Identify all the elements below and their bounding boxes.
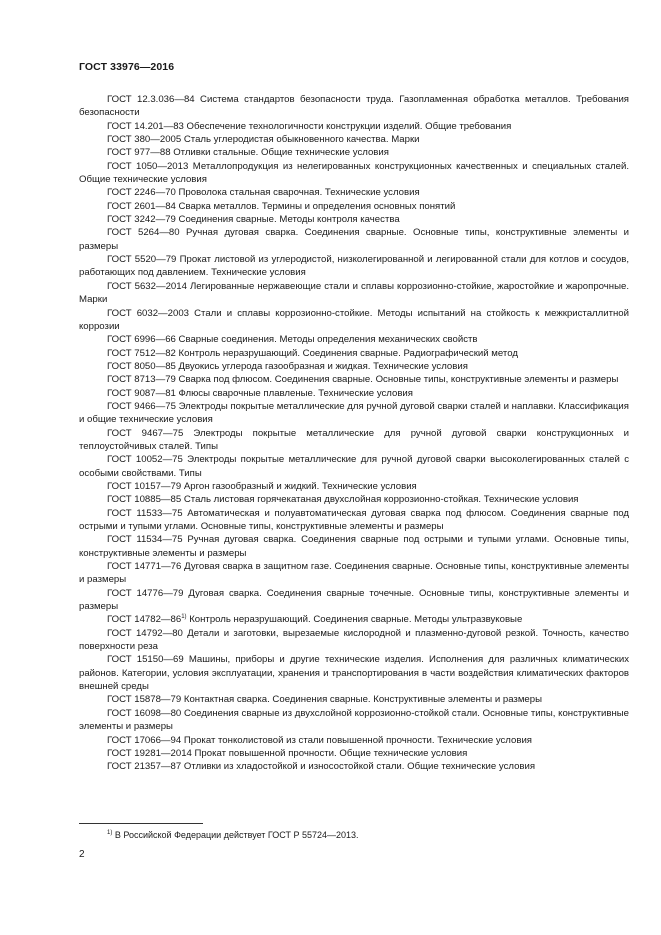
normative-references-list — [79, 93, 629, 774]
footnote — [107, 829, 359, 841]
reference-item: ГОСТ 15878—79 Контактная сварка. Соединения сварные. Конструктивные элементы и размеры — [107, 694, 542, 706]
document-header: ГОСТ 33976—2016 — [79, 61, 175, 73]
reference-item: ГОСТ 10052—75 Электроды покрытые металлические для ручной дуговой сварки высоколегированных сталей с особыми свойствами. Типы — [79, 454, 629, 479]
reference-item: ГОСТ 8050—85 Двуокись углерода газообразная и жидкая. Технические условия — [107, 360, 468, 372]
reference-item: ГОСТ 10157—79 Аргон газообразный и жидкий. Технические условия — [107, 480, 417, 492]
footnote-divider — [79, 823, 203, 824]
reference-title: Контроль неразрушающий. Соединения сварные. Методы ультразвуковые — [186, 614, 523, 626]
reference-item: ГОСТ 3242—79 Соединения сварные. Методы контроля качества — [107, 214, 400, 226]
reference-item: ГОСТ 5264—80 Ручная дуговая сварка. Соединения сварные. Основные типы, конструктивные элементы и размеры — [79, 227, 629, 252]
reference-item: ГОСТ 11534—75 Ручная дуговая сварка. Соединения сварные под острыми и тупыми углами. Основные типы, конструктивные элементы и размеры — [79, 534, 629, 559]
reference-item: ГОСТ 12.3.036—84 Система стандартов безопасности труда. Газопламенная обработка металлов. Требования безопасности — [79, 94, 629, 119]
reference-item: ГОСТ 5632—2014 Легированные нержавеющие стали и сплавы коррозионно-стойкие, жаростойкие и жаропрочные. Марки — [79, 280, 629, 306]
reference-item: ГОСТ 380—2005 Сталь углеродистая обыкновенного качества. Марки — [107, 134, 420, 146]
reference-item: ГОСТ 15150—69 Машины, приборы и другие технические изделия. Исполнения для различных климатических районов. Категории, условия эксплуатации, хранения и транспортирования в части воздействия климатических факторов внешней среды — [79, 654, 629, 693]
reference-item: ГОСТ 10885—85 Сталь листовая горячекатаная двухслойная коррозионно-стойкая. Технические условия — [107, 494, 579, 506]
reference-item: ГОСТ 17066—94 Прокат тонколистовой из стали повышенной прочности. Технические условия — [107, 734, 533, 746]
reference-item: ГОСТ 9467—75 Электроды покрытые металлические для ручной дуговой сварки конструкционных и теплоустойчивых сталей. Типы — [79, 427, 629, 452]
reference-item: ГОСТ 14776—79 Дуговая сварка. Соединения сварные точечные. Основные типы, конструктивные элементы и размеры — [79, 587, 629, 613]
reference-item: ГОСТ 6032—2003 Стали и сплавы коррозионно-стойкие. Методы испытаний на стойкость к межкристаллитной коррозии — [79, 307, 629, 332]
reference-item: ГОСТ 19281—2014 Прокат повышенной прочности. Общие технические условия — [107, 747, 468, 759]
reference-code: ГОСТ 14782—86 — [107, 614, 182, 626]
reference-item: ГОСТ 2246—70 Проволока стальная сварочная. Технические условия — [107, 187, 420, 199]
reference-item: ГОСТ 2601—84 Сварка металлов. Термины и определения основных понятий — [107, 200, 456, 212]
reference-item: ГОСТ 11533—75 Автоматическая и полуавтоматическая дуговая сварка под флюсом. Соединения сварные под острыми и тупыми углами. Основные типы, конструктивные элементы и размеры — [79, 507, 629, 532]
reference-item: ГОСТ 9087—81 Флюсы сварочные плавленые. Технические условия — [107, 387, 413, 399]
reference-item: ГОСТ 14771—76 Дуговая сварка в защитном газе. Соединения сварные. Основные типы, конструктивные элементы и размеры — [79, 561, 629, 586]
reference-item: ГОСТ 16098—80 Соединения сварные из двухслойной коррозионно-стойкой стали. Основные типы, конструктивные элементы и размеры — [79, 707, 629, 733]
reference-item: ГОСТ 7512—82 Контроль неразрушающий. Соединения сварные. Радиографический метод — [107, 347, 518, 359]
reference-item: ГОСТ 977—88 Отливки стальные. Общие технические условия — [107, 147, 389, 159]
reference-item: ГОСТ 8713—79 Сварка под флюсом. Соединения сварные. Основные типы, конструктивные элементы и размеры — [107, 374, 619, 386]
footnote-mark: 1) — [107, 830, 113, 836]
reference-item: ГОСТ 6996—66 Сварные соединения. Методы определения механических свойств — [107, 334, 478, 346]
reference-item: ГОСТ 14792—80 Детали и заготовки, вырезаемые кислородной и плазменно-дуговой резкой. Точность, качество поверхности реза — [79, 627, 629, 653]
reference-item: ГОСТ 1050—2013 Металлопродукция из нелегированных конструкционных качественных и специальных сталей. Общие технические условия — [79, 160, 629, 186]
reference-item: ГОСТ 9466—75 Электроды покрытые металлические для ручной дуговой сварки сталей и наплавки. Классификация и общие технические условия — [79, 400, 629, 426]
footnote-text: В Российской Федерации действует ГОСТ Р 55724—2013. — [112, 830, 359, 840]
reference-item: ГОСТ 14.201—83 Обеспечение технологичности конструкции изделий. Общие требования — [107, 120, 512, 132]
page-number: 2 — [79, 849, 85, 860]
reference-item-with-footnote — [79, 613, 629, 626]
reference-item: ГОСТ 5520—79 Прокат листовой из углеродистой, низколегированной и легированной стали для котлов и сосудов, работающих под давлением. Технические условия — [79, 254, 629, 279]
footnote-reference-mark: 1) — [181, 614, 187, 621]
reference-item: ГОСТ 21357—87 Отливки из хладостойкой и износостойкой стали. Общие технические условия — [107, 761, 536, 773]
